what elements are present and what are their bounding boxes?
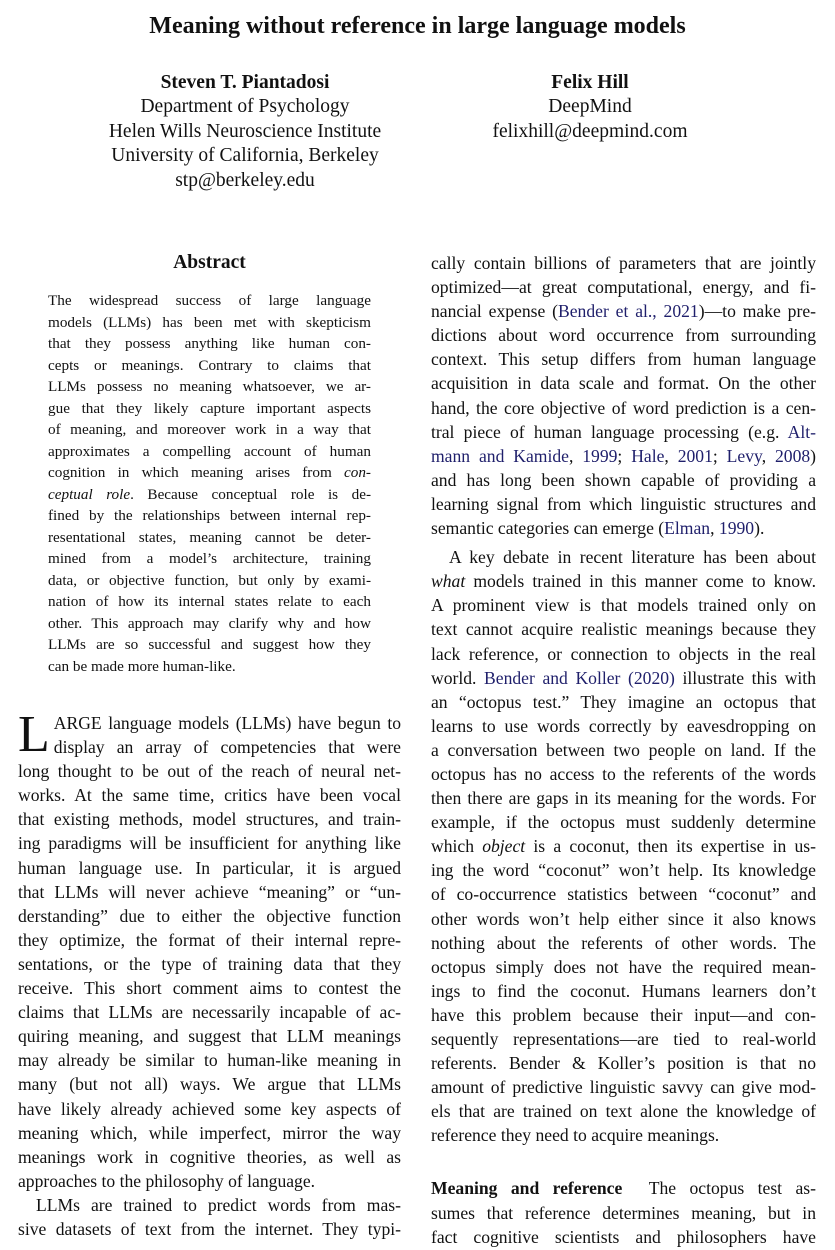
body-line: fact cognitive scientists and philosophers have (431, 1226, 816, 1247)
abstract-line: models (LLMs) has been met with skepticism (48, 313, 371, 331)
citation-link[interactable]: Bender and Koller (484, 667, 621, 688)
abstract-line: other. This approach may clarify why and how (48, 614, 371, 632)
body-line: of co-occurrence statistics between “coconut” and (431, 884, 816, 905)
abstract-line: gue that they likely capture important aspects (48, 399, 371, 417)
section-heading: Meaning and reference (431, 1178, 623, 1199)
left-column-body (18, 706, 401, 1241)
citation-year-link[interactable]: 1999 (582, 445, 618, 466)
body-line: hand, the core objective of word prediction is a cen- (431, 397, 816, 418)
author-1 (70, 71, 420, 193)
author-email: felixhill@deepmind.com (492, 120, 688, 142)
body-line: reference they need to acquire meanings. (431, 1125, 720, 1146)
body-text: ; (712, 445, 727, 466)
body-text: nancial expense ( (431, 301, 559, 322)
body-text: world. (431, 667, 485, 688)
abstract-line: data, or objective function, but only by exami- (48, 571, 371, 589)
citation-year-link[interactable]: (2020) (620, 667, 675, 688)
abstract-line: resentational states, meaning cannot be deter- (48, 528, 371, 546)
citation-link[interactable]: Alt- (787, 421, 816, 442)
author-email: stp@berkeley.edu (175, 169, 315, 191)
abstract-line: LLMs possess no meaning whatsoever, we ar- (48, 378, 371, 395)
body-line: and has long been shown capable of providing a (431, 469, 816, 490)
smallcaps-text: ARGE (53, 713, 102, 733)
body-line: acquisition in data scale and format. On the other (431, 373, 816, 394)
body-line: sentations, or the type of training data that they (18, 953, 401, 974)
body-line (431, 299, 816, 323)
body-text: models trained in this manner come to know. (465, 571, 816, 592)
body-line: dictions about word occurrence from surrounding (431, 325, 816, 346)
body-line: receive. This short comment aims to contest the (18, 978, 401, 999)
body-text: , (761, 445, 775, 466)
body-line: ing paradigms will be insufficient for anything like (18, 833, 401, 854)
right-column-body (431, 251, 816, 1249)
body-text: )—to make pre- (698, 301, 816, 322)
author-affiliation: Helen Wills Neuroscience Institute (108, 120, 382, 142)
body-line: display an array of competencies that were (53, 737, 401, 758)
body-line (431, 1176, 816, 1200)
body-text: , (568, 445, 583, 466)
abstract-line: nation of how its internal states relate to each (48, 593, 371, 610)
emphasis-text: object (482, 836, 526, 857)
body-line: cally contain billions of parameters that are jointly (431, 253, 816, 273)
body-line: context. This setup differs from human language (431, 349, 816, 370)
body-line: octopus has no access to the referents of the words (431, 763, 816, 784)
body-line (431, 834, 816, 858)
abstract-line: that they possess anything like human con- (48, 335, 371, 352)
body-text: tral piece of human language processing (e.g. (431, 421, 788, 442)
body-line: sumes that reference determines meaning, but in (431, 1202, 816, 1223)
abstract-line (48, 462, 371, 484)
citation-link[interactable]: mann and Kamide (431, 445, 569, 466)
body-text: language models (LLMs) have begun to (101, 713, 401, 733)
body-line: octopus simply does not have the required mean- (431, 956, 816, 977)
body-text: semantic categories can emerge ( (431, 518, 665, 539)
abstract-emphasis: con- (344, 464, 371, 481)
body-line (431, 444, 816, 468)
abstract-line: mined from a model’s architecture, training (48, 550, 371, 567)
citation-year-link[interactable]: 2008 (774, 445, 811, 466)
body-text: ; (617, 445, 632, 466)
body-line: quiring meaning, and suggest that LLM meanings (18, 1026, 401, 1047)
body-line: text cannot acquire realistic meanings because they (431, 619, 816, 640)
author-name: Felix Hill (551, 72, 629, 93)
abstract-line: LLMs are so successful and suggest how they (48, 636, 371, 653)
body-line: els that are trained on text alone the knowledge of (431, 1101, 816, 1122)
body-line: example, if the octopus must suddenly determine (431, 812, 816, 833)
body-line (431, 569, 816, 593)
citation-link[interactable]: Hale (631, 445, 665, 466)
body-line: that LLMs will never achieve “meaning” or “un- (18, 881, 401, 902)
abstract-line (48, 484, 371, 506)
body-line: nothing about the referents of other words. The (431, 932, 816, 953)
abstract-line: The widespread success of large language (48, 292, 371, 309)
body-line: meaning which, while imperfect, mirror the way (18, 1122, 401, 1143)
body-line: many (but not all) ways. We argue that LLMs (18, 1074, 401, 1095)
section-spacer (431, 1147, 816, 1176)
citation-link[interactable]: Levy (726, 445, 762, 466)
abstract-heading: Abstract (173, 252, 246, 273)
body-text: which (431, 836, 483, 857)
body-line: learning signal from which linguistic structures and (431, 493, 816, 514)
abstract-line: fined by the relationships between internal rep- (48, 507, 371, 524)
body-line (431, 666, 816, 690)
body-line (431, 516, 816, 540)
body-line: ings to find the coconut. Humans learners don’t (431, 980, 816, 1001)
body-line: learns to use words correctly by eavesdropping on (431, 715, 816, 736)
abstract-line: approximates a compelling account of human (48, 442, 371, 460)
abstract-body (48, 290, 371, 677)
body-text: The octopus test as- (622, 1178, 816, 1199)
body-line: works. At the same time, critics have been vocal (18, 785, 401, 806)
citation-link[interactable]: Elman (664, 518, 711, 539)
body-line: ing the word “coconut” won’t help. Its knowledge (431, 860, 816, 881)
body-line (431, 420, 816, 444)
abstract-text: cognition in which meaning arises from (48, 464, 344, 481)
body-text: , (664, 445, 678, 466)
body-line: A key debate in recent literature has been about (449, 547, 816, 568)
body-line: A prominent view is that models trained only on (431, 595, 816, 616)
body-text: illustrate this with (674, 667, 816, 688)
citation-year-link[interactable]: 1990 (718, 518, 755, 539)
abstract-emphasis: ceptual role (48, 485, 131, 503)
author-2 (440, 71, 740, 144)
abstract-line: of meaning, and moreover work in a way that (48, 421, 371, 438)
drop-cap: L (18, 706, 50, 763)
citation-link[interactable]: Bender et al., 2021 (558, 301, 699, 322)
body-text: ). (754, 518, 765, 539)
body-line: an “octopus test.” They imagine an octopus that (431, 691, 816, 712)
abstract-line: can be made more human-like. (48, 657, 236, 675)
body-line: a conversation between two people on land. If the (431, 739, 816, 760)
body-line: have this problem because their input—and con- (431, 1004, 816, 1025)
body-text: ) (810, 445, 817, 466)
body-line: have likely already achieved some key aspects of (18, 1098, 401, 1119)
body-line: derstanding” due to either the objective function (18, 905, 401, 926)
body-line: amount of predictive linguistic savvy can give mod- (431, 1077, 816, 1098)
body-text: , (710, 518, 719, 539)
body-line: sequently representations—are tied to real-world (431, 1029, 816, 1049)
body-line: approaches to the philosophy of language. (18, 1170, 316, 1191)
body-line: lack reference, or connection to objects in the real (431, 643, 816, 664)
body-line: may already be similar to human-like meaning in (18, 1050, 401, 1071)
body-line: they optimize, the format of their internal repre- (18, 929, 401, 950)
body-line: other words won’t help either since it also knows (431, 908, 816, 929)
paper-title: Meaning without reference in large language models (149, 13, 686, 39)
emphasis-text: what (431, 571, 466, 592)
body-line: referents. Bender & Koller’s position is that no (431, 1053, 816, 1074)
citation-year-link[interactable]: 2001 (677, 445, 713, 466)
body-line: claims that LLMs are necessarily incapable of ac- (18, 1002, 401, 1023)
body-line: human language use. In particular, it is argued (18, 857, 401, 878)
author-affiliation: University of California, Berkeley (111, 145, 379, 167)
body-line: meanings work in cognitive theories, as well as (18, 1146, 401, 1167)
body-text: is a coconut, then its expertise in us- (525, 836, 816, 857)
body-line: that existing methods, model structures, and train- (18, 809, 401, 830)
author-affiliation: Department of Psychology (140, 96, 350, 118)
abstract-line: cepts or meanings. Contrary to claims that (48, 356, 371, 374)
body-line: then there are gaps in its meaning for the words. For (431, 788, 816, 809)
author-name: Steven T. Piantadosi (160, 72, 330, 93)
body-line: long thought to be out of the reach of neural net- (18, 761, 401, 782)
body-line: LLMs are trained to predict words from mas- (36, 1194, 401, 1215)
body-line (18, 711, 401, 735)
body-line: optimized—at great computational, energy, and fi- (431, 277, 816, 298)
body-line: sive datasets of text from the internet. They typi- (18, 1218, 401, 1239)
abstract-text: . Because conceptual role is de- (130, 485, 371, 503)
author-affiliation: DeepMind (548, 96, 632, 118)
